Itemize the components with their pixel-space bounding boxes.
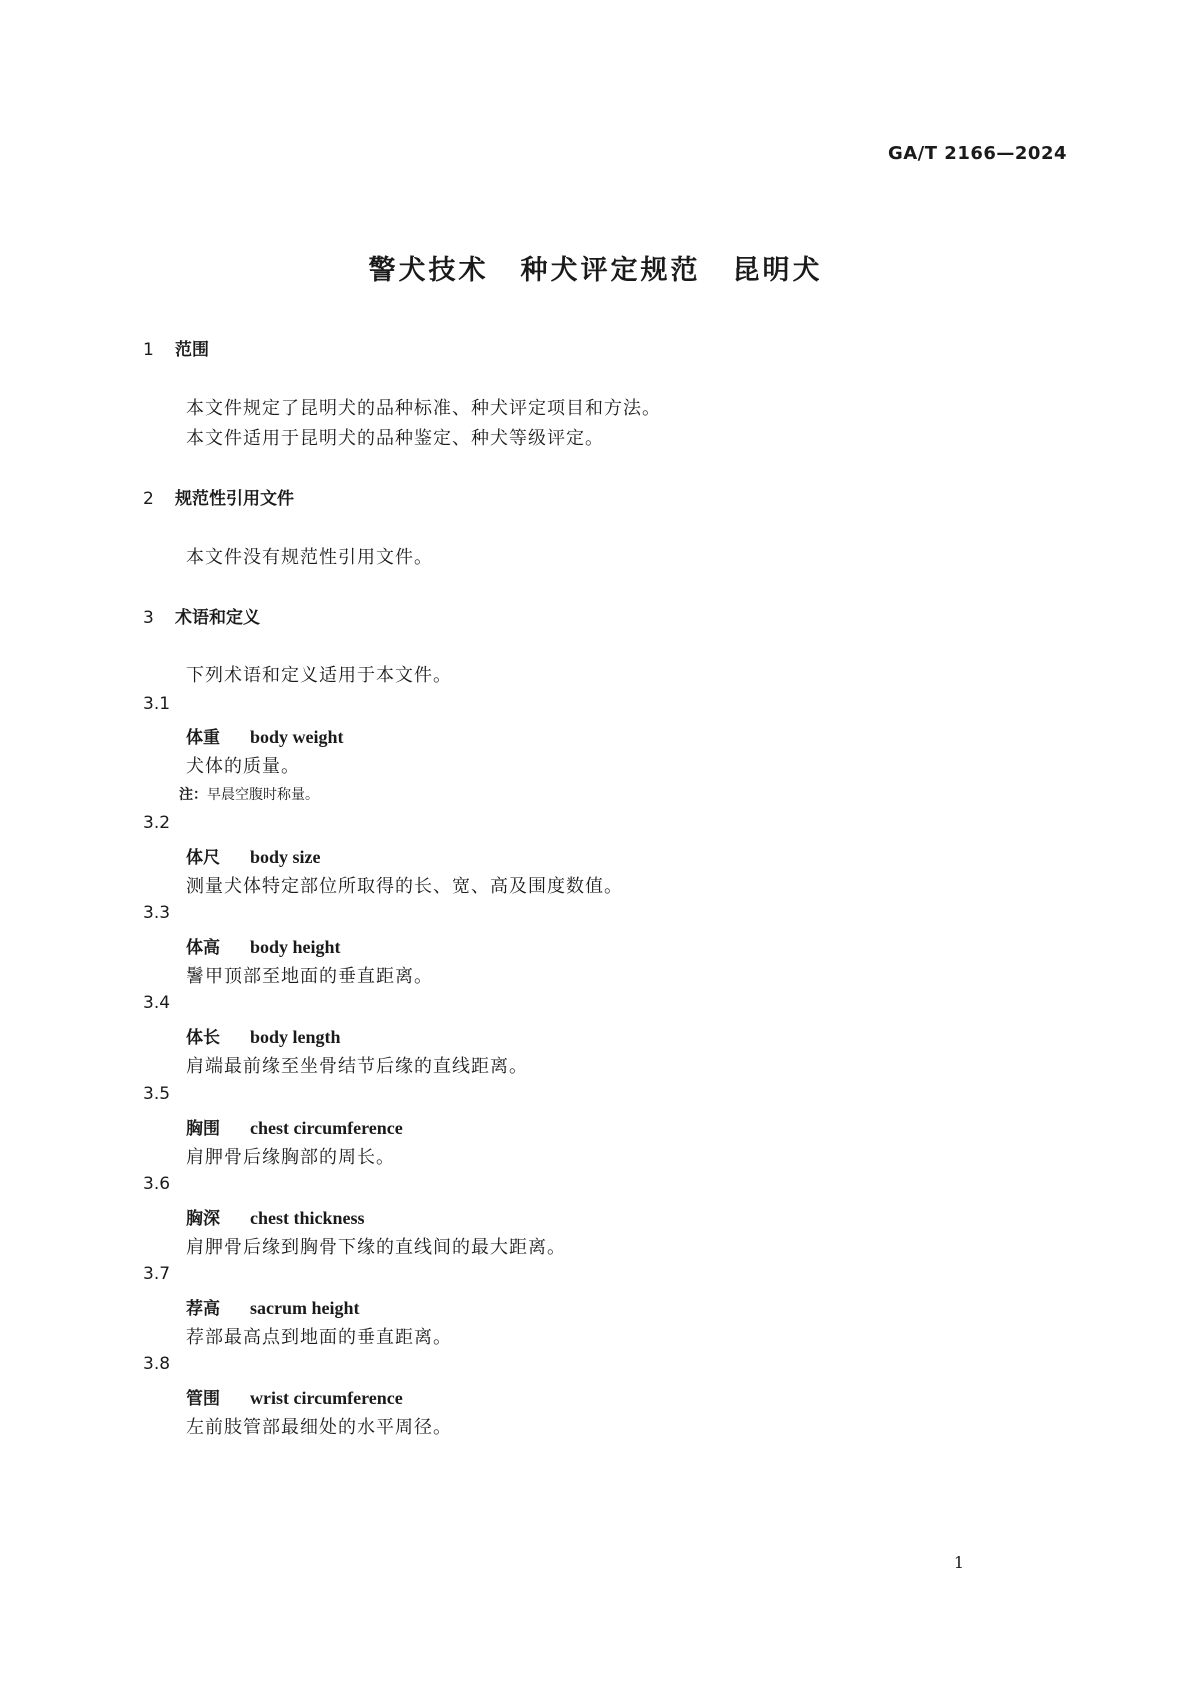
term-definition: 荐部最高点到地面的垂直距离。 [186, 1327, 452, 1348]
term-definition: 犬体的质量。 [186, 756, 300, 777]
term-note [179, 784, 319, 804]
section-heading-1 [143, 335, 209, 360]
term-zh: 体重 [186, 728, 220, 748]
term-en: body height [250, 937, 341, 957]
section-heading-3 [143, 603, 260, 628]
term-en: sacrum height [250, 1298, 360, 1318]
term-zh: 体长 [186, 1028, 220, 1048]
paragraph: 下列术语和定义适用于本文件。 [186, 665, 452, 686]
term-en: body length [250, 1027, 341, 1047]
note-label: 注： [179, 787, 207, 803]
section-number: 3 [143, 608, 154, 628]
term-definition: 肩胛骨后缘到胸骨下缘的直线间的最大距离。 [186, 1237, 566, 1258]
section-number: 2 [143, 489, 154, 509]
term-zh: 体尺 [186, 848, 220, 868]
term-zh: 胸深 [186, 1209, 220, 1229]
section-title: 范围 [175, 340, 209, 360]
term-name [186, 723, 344, 748]
term-name [186, 933, 341, 958]
paragraph: 本文件适用于昆明犬的品种鉴定、种犬等级评定。 [186, 428, 604, 449]
term-en: chest circumference [250, 1118, 403, 1138]
term-definition: 测量犬体特定部位所取得的长、宽、高及围度数值。 [186, 876, 623, 897]
page-number: 1 [953, 1553, 964, 1572]
paragraph: 本文件规定了昆明犬的品种标准、种犬评定项目和方法。 [186, 398, 661, 419]
term-name [186, 843, 321, 868]
term-name [186, 1114, 403, 1139]
section-number: 1 [143, 340, 154, 360]
term-zh: 胸围 [186, 1119, 220, 1139]
term-zh: 体高 [186, 938, 220, 958]
term-en: chest thickness [250, 1208, 365, 1228]
title-part-2: 种犬评定规范 [520, 255, 701, 286]
section-title: 术语和定义 [175, 608, 260, 628]
term-number: 3.6 [143, 1174, 171, 1194]
term-number: 3.1 [143, 694, 171, 714]
term-zh: 荐高 [186, 1299, 220, 1319]
term-number: 3.2 [143, 813, 171, 833]
section-heading-2 [143, 484, 294, 509]
term-en: body weight [250, 727, 344, 747]
term-name [186, 1023, 341, 1048]
term-name [186, 1204, 365, 1229]
paragraph: 本文件没有规范性引用文件。 [186, 547, 433, 568]
term-en: wrist circumference [250, 1388, 403, 1408]
title-part-1: 警犬技术 [368, 255, 489, 286]
section-title: 规范性引用文件 [175, 489, 294, 509]
term-name [186, 1384, 403, 1409]
standard-code: GA/T 2166—2024 [887, 143, 1067, 164]
term-name [186, 1294, 360, 1319]
term-definition: 左前肢管部最细处的水平周径。 [186, 1417, 452, 1438]
term-number: 3.4 [143, 993, 171, 1013]
term-number: 3.7 [143, 1264, 171, 1284]
term-number: 3.8 [143, 1354, 171, 1374]
term-definition: 鬐甲顶部至地面的垂直距离。 [186, 966, 433, 987]
title-part-3: 昆明犬 [732, 255, 823, 286]
term-number: 3.3 [143, 903, 171, 923]
document-title [0, 248, 1191, 287]
term-zh: 管围 [186, 1389, 220, 1409]
note-text: 早晨空腹时称量。 [207, 787, 319, 803]
term-definition: 肩端最前缘至坐骨结节后缘的直线距离。 [186, 1056, 528, 1077]
term-en: body size [250, 847, 321, 867]
term-number: 3.5 [143, 1084, 171, 1104]
term-definition: 肩胛骨后缘胸部的周长。 [186, 1147, 395, 1168]
